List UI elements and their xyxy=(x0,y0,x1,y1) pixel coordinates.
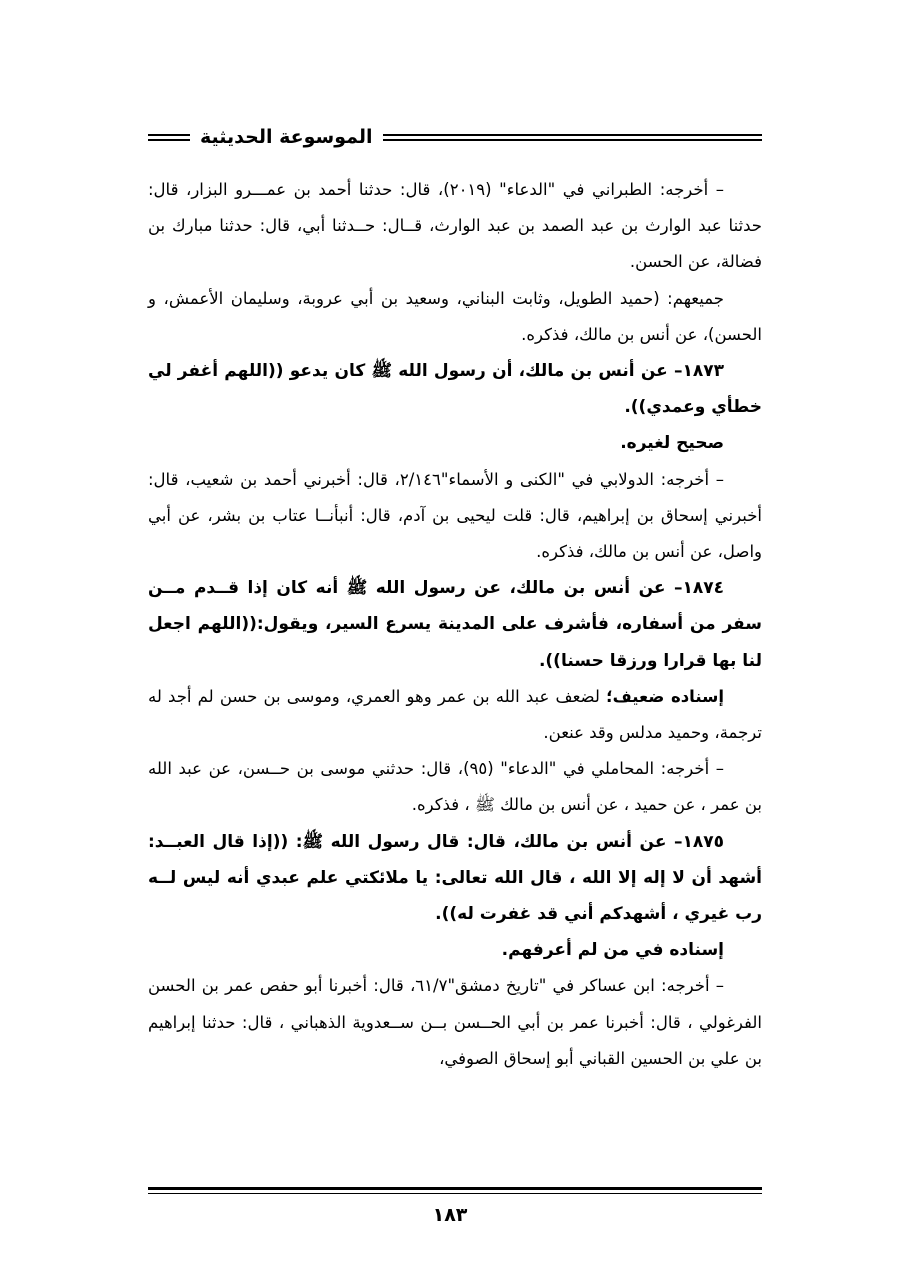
header-title: الموسوعة الحديثية xyxy=(200,126,373,148)
paragraph-narrators-summary: جميعهم: (حميد الطويل، وثابت البناني، وسعيد بن أبي عروبة، وسليمان الأعمش، و الحسن)، عن أنس بن مالك، فذكره. xyxy=(148,288,762,344)
hadith-1875: ١٨٧٥– عن أنس بن مالك، قال: قال رسول الله ﷺ: ((إذا قال العبــد: أشهد أن لا إله إلا الله ، قال الله تعالى: يا ملائكتي علم عبدي أنه ليس لــه رب غيري ، أشهدكم أني قد غفرت له)). xyxy=(148,831,762,925)
hadith-1873: ١٨٧٣– عن أنس بن مالك، أن رسول الله ﷺ كان يدعو ((اللهم أغفر لي خطأي وعمدي)). xyxy=(148,361,762,418)
running-header xyxy=(148,122,762,152)
grading-1874-lead: إسناده ضعيف؛ xyxy=(606,686,724,706)
paragraph-takhrij-tabarani: – أخرجه: الطبراني في "الدعاء" (٢٠١٩)، قال: حدثنا أحمد بن عمـــرو البزار، قال: حدثنا عبد الوارث بن عبد الصمد بن عبد الوارث، قــال: حــدثنا أبي، قال: حدثنا مبارك بن فضالة، عن الحسن. xyxy=(148,180,762,272)
paragraph-takhrij-mahamili: – أخرجه: المحاملي في "الدعاء" (٩٥)، قال: حدثني موسى بن حــسن، عن عبد الله بن عمر ، عن حميد ، عن أنس بن مالك ﷺ ، فذكره. xyxy=(148,759,762,815)
page-number: ١٨٣ xyxy=(432,1204,468,1226)
hadith-1874: ١٨٧٤– عن أنس بن مالك، عن رسول الله ﷺ أنه كان إذا قــدم مــن سفر من أسفاره، فأشرف على المدينة يسرع السير، ويقول:((اللهم اجعل لنا بها قرارا ورزقا حسنا)). xyxy=(148,578,762,671)
grading-1874 xyxy=(148,679,762,751)
grading-1873: صحيح لغيره. xyxy=(620,433,724,454)
header-rule-right xyxy=(383,134,763,141)
grading-1874-text: لضعف عبد الله بن عمر وهو العمري، وموسى بن حسن لم أجد له ترجمة، وحميد مدلس وقد عنعن. xyxy=(148,686,762,743)
paragraph-takhrij-dulabi: – أخرجه: الدولابي في "الكنى و الأسماء"٢/١٤٦، قال: أخبرني أحمد بن شعيب، قال: أخبرني إسحاق بن إبراهيم، قال: قلت ليحيى بن آدم، قال: أنبأنــا عتاب بن بشر، عن أبي واصل، عن أنس بن مالك، فذكره. xyxy=(148,469,762,562)
footer-rule xyxy=(148,1187,762,1194)
header-rule-left xyxy=(148,134,190,141)
body-text xyxy=(148,172,762,1077)
grading-1875: إسناده في من لم أعرفهم. xyxy=(501,940,724,961)
paragraph-takhrij-ibn-asakir: – أخرجه: ابن عساكر في "تاريخ دمشق"٦١/٧، قال: أخبرنا أبو حفص عمر بن الحسن الفرغولي ، قال: أخبرنا عمر بن أبي الحــسن بــن ســعدوية الذهباني ، قال: حدثنا إبراهيم بن علي بن الحسين القباني أبو إسحاق الصوفي، xyxy=(148,976,762,1068)
